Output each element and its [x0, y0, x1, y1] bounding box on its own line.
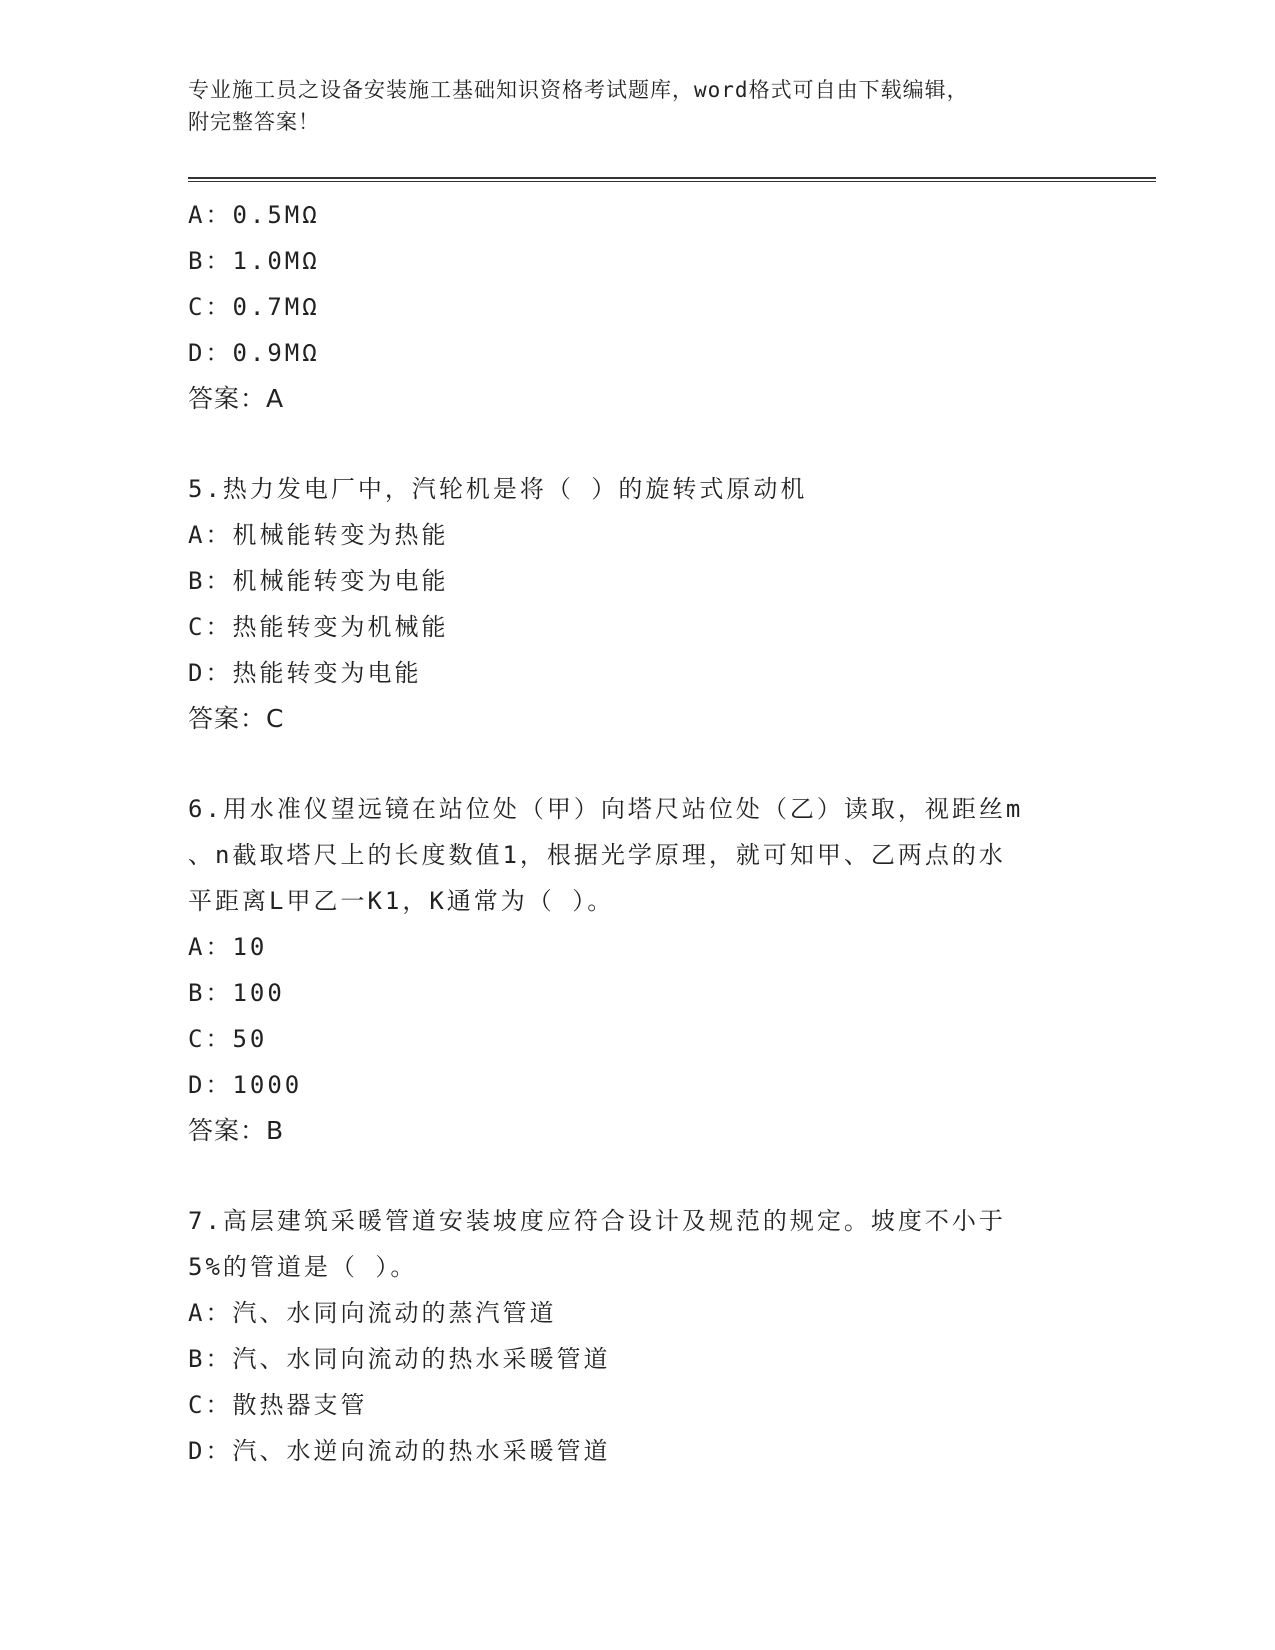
question-list — [188, 192, 1088, 1474]
header-line-2: 附完整答案！ — [188, 110, 320, 134]
answer: 答案：B — [188, 1116, 285, 1145]
answer: 答案：A — [188, 384, 285, 413]
option-a: A：机械能转变为热能 — [188, 521, 449, 549]
question-4 — [188, 192, 1088, 422]
document-header — [188, 74, 1068, 138]
question-stem — [188, 466, 1088, 512]
question-6 — [188, 786, 1088, 1154]
option-a: A：汽、水同向流动的蒸汽管道 — [188, 1299, 557, 1327]
header-line-1: 专业施工员之设备安装施工基础知识资格考试题库，word格式可自由下载编辑， — [188, 78, 969, 102]
header-divider-thick — [188, 177, 1156, 179]
option-c: C：0.7MΩ — [188, 293, 320, 321]
stem-line: 5.热力发电厂中，汽轮机是将（ ）的旋转式原动机 — [188, 475, 808, 503]
option-b: B：1.0MΩ — [188, 247, 320, 275]
option-b: B：汽、水同向流动的热水采暖管道 — [188, 1345, 611, 1373]
option-c: C：散热器支管 — [188, 1391, 368, 1419]
spacer — [188, 1154, 1088, 1198]
option-d: D：0.9MΩ — [188, 339, 320, 367]
option-d: D：1000 — [188, 1071, 303, 1099]
option-c: C：热能转变为机械能 — [188, 613, 449, 641]
question-stem — [188, 1198, 1088, 1290]
stem-line: 平距离L甲乙一K1，K通常为（ ）。 — [188, 887, 615, 915]
option-b: B：100 — [188, 979, 285, 1007]
option-d: D：汽、水逆向流动的热水采暖管道 — [188, 1437, 611, 1465]
stem-line: 5%的管道是（ ）。 — [188, 1253, 418, 1281]
spacer — [188, 422, 1088, 466]
question-stem — [188, 786, 1088, 924]
answer: 答案：C — [188, 704, 285, 733]
header-divider-thin — [188, 181, 1156, 182]
stem-line: 、n截取塔尺上的长度数值1，根据光学原理，就可知甲、乙两点的水 — [188, 841, 1006, 869]
option-a: A：10 — [188, 933, 268, 961]
question-7 — [188, 1198, 1088, 1474]
option-b: B：机械能转变为电能 — [188, 567, 449, 595]
option-d: D：热能转变为电能 — [188, 659, 422, 687]
spacer — [188, 742, 1088, 786]
option-c: C：50 — [188, 1025, 268, 1053]
stem-line: 6.用水准仪望远镜在站位处（甲）向塔尺站位处（乙）读取，视距丝m — [188, 795, 1024, 823]
question-5 — [188, 466, 1088, 742]
option-a: A：0.5MΩ — [188, 201, 320, 229]
stem-line: 7.高层建筑采暖管道安装坡度应符合设计及规范的规定。坡度不小于 — [188, 1207, 1006, 1235]
